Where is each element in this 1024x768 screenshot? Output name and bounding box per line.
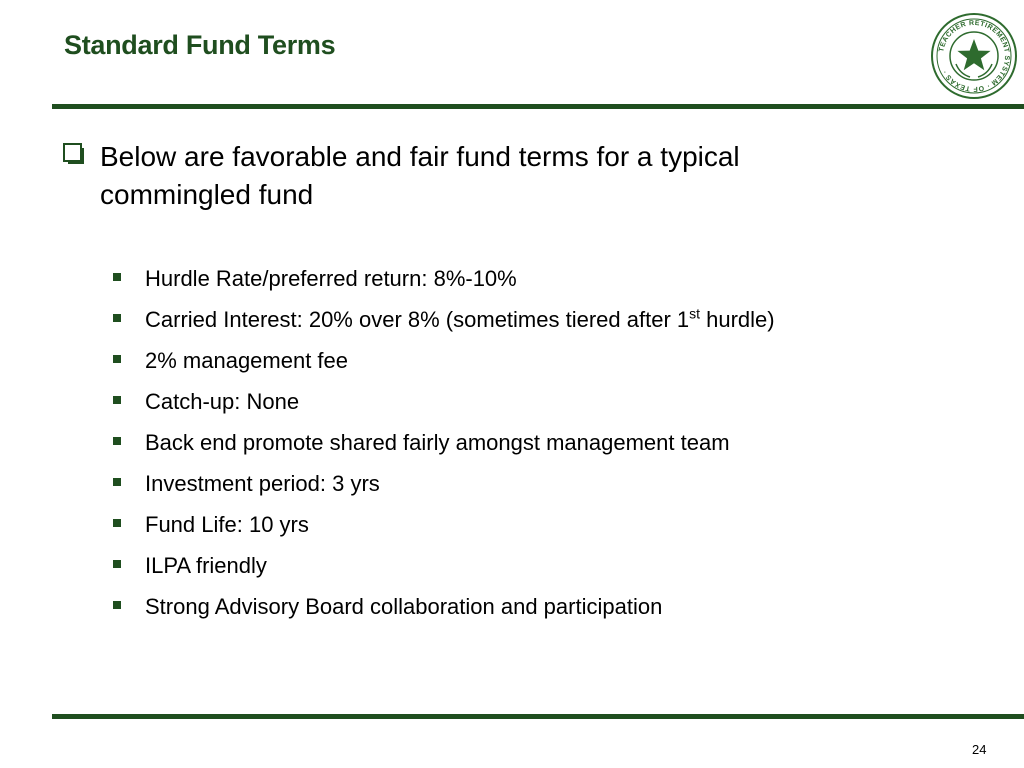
list-item xyxy=(113,545,775,586)
term-text: 2% management fee xyxy=(145,347,349,373)
main-bullet xyxy=(62,138,862,214)
square-bullet-icon xyxy=(113,396,121,404)
list-item xyxy=(113,258,775,299)
term-text: Fund Life: 10 yrs xyxy=(145,511,309,537)
list-item xyxy=(113,463,775,504)
footer-divider xyxy=(52,714,1024,719)
list-item xyxy=(113,422,775,463)
list-item xyxy=(113,586,775,627)
square-bullet-icon xyxy=(113,519,121,527)
checkbox-icon xyxy=(62,140,88,166)
term-text: Catch-up: None xyxy=(145,388,300,414)
term-text: Carried Interest: 20% over 8% (sometimes tiered after 1st hurdle) xyxy=(145,305,775,332)
main-bullet-text: Below are favorable and fair fund terms for a typical commingled fund xyxy=(100,141,740,210)
square-bullet-icon xyxy=(113,437,121,445)
list-item xyxy=(113,299,775,340)
term-text: Investment period: 3 yrs xyxy=(145,470,380,496)
header-divider xyxy=(52,104,1024,109)
fund-terms-list xyxy=(113,258,775,627)
slide-title: Standard Fund Terms xyxy=(64,30,336,60)
term-superscript: st xyxy=(689,305,701,322)
square-bullet-icon xyxy=(113,273,121,281)
term-text: Back end promote shared fairly amongst management team xyxy=(145,429,730,455)
term-text: Strong Advisory Board collaboration and participation xyxy=(145,593,663,619)
square-bullet-icon xyxy=(113,314,121,322)
square-bullet-icon xyxy=(113,560,121,568)
term-text: ILPA friendly xyxy=(145,552,267,578)
list-item xyxy=(113,504,775,545)
square-bullet-icon xyxy=(113,478,121,486)
term-text: Hurdle Rate/preferred return: 8%-10% xyxy=(145,265,517,291)
list-item xyxy=(113,381,775,422)
trs-texas-seal-icon xyxy=(930,12,1018,100)
square-bullet-icon xyxy=(113,601,121,609)
page-number: 24 xyxy=(972,742,987,757)
seal-lettering: TEACHER RETIREMENT SYSTEM · OF TEXAS · xyxy=(938,19,1011,93)
list-item xyxy=(113,340,775,381)
square-bullet-icon xyxy=(113,355,121,363)
trs-texas-seal-logo xyxy=(930,12,1018,100)
